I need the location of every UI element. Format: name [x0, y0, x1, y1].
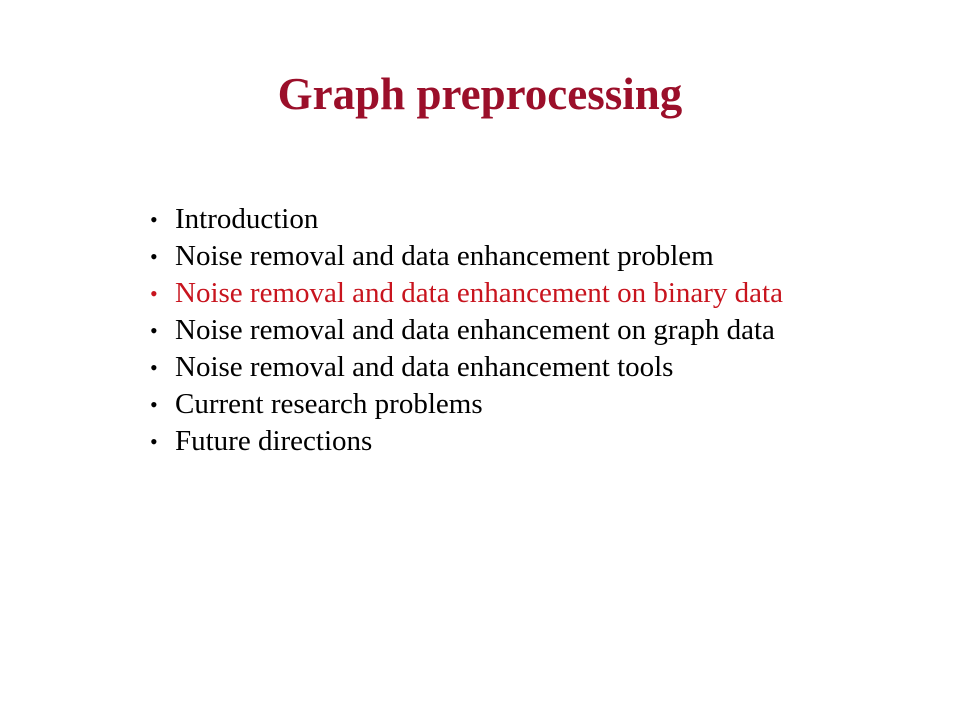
agenda-item-research-problems [150, 386, 783, 423]
agenda-item-label: Noise removal and data enhancement on graph data [175, 314, 775, 346]
bullet-icon: • [150, 355, 158, 380]
bullet-icon: • [150, 392, 158, 417]
agenda-item-graph-data [150, 312, 783, 349]
agenda-item-label: Noise removal and data enhancement tools [175, 351, 674, 383]
agenda-item-label: Future directions [175, 425, 373, 457]
bullet-icon: • [150, 318, 158, 343]
bullet-icon: • [150, 281, 158, 306]
agenda-item-binary-data [150, 275, 783, 312]
agenda-item-introduction [150, 201, 783, 238]
agenda-item-label: Introduction [175, 203, 319, 235]
bullet-icon: • [150, 429, 158, 454]
agenda-item-label: Noise removal and data enhancement problem [175, 240, 714, 272]
agenda-item-future-directions [150, 423, 783, 460]
bullet-icon: • [150, 207, 158, 232]
bullet-icon: • [150, 244, 158, 269]
agenda-list [150, 201, 783, 460]
agenda-item-label: Noise removal and data enhancement on binary data [175, 277, 783, 309]
agenda-item-problem [150, 238, 783, 275]
slide-title: Graph preprocessing [277, 69, 683, 119]
agenda-item-label: Current research problems [175, 388, 483, 420]
agenda-item-tools [150, 349, 783, 386]
